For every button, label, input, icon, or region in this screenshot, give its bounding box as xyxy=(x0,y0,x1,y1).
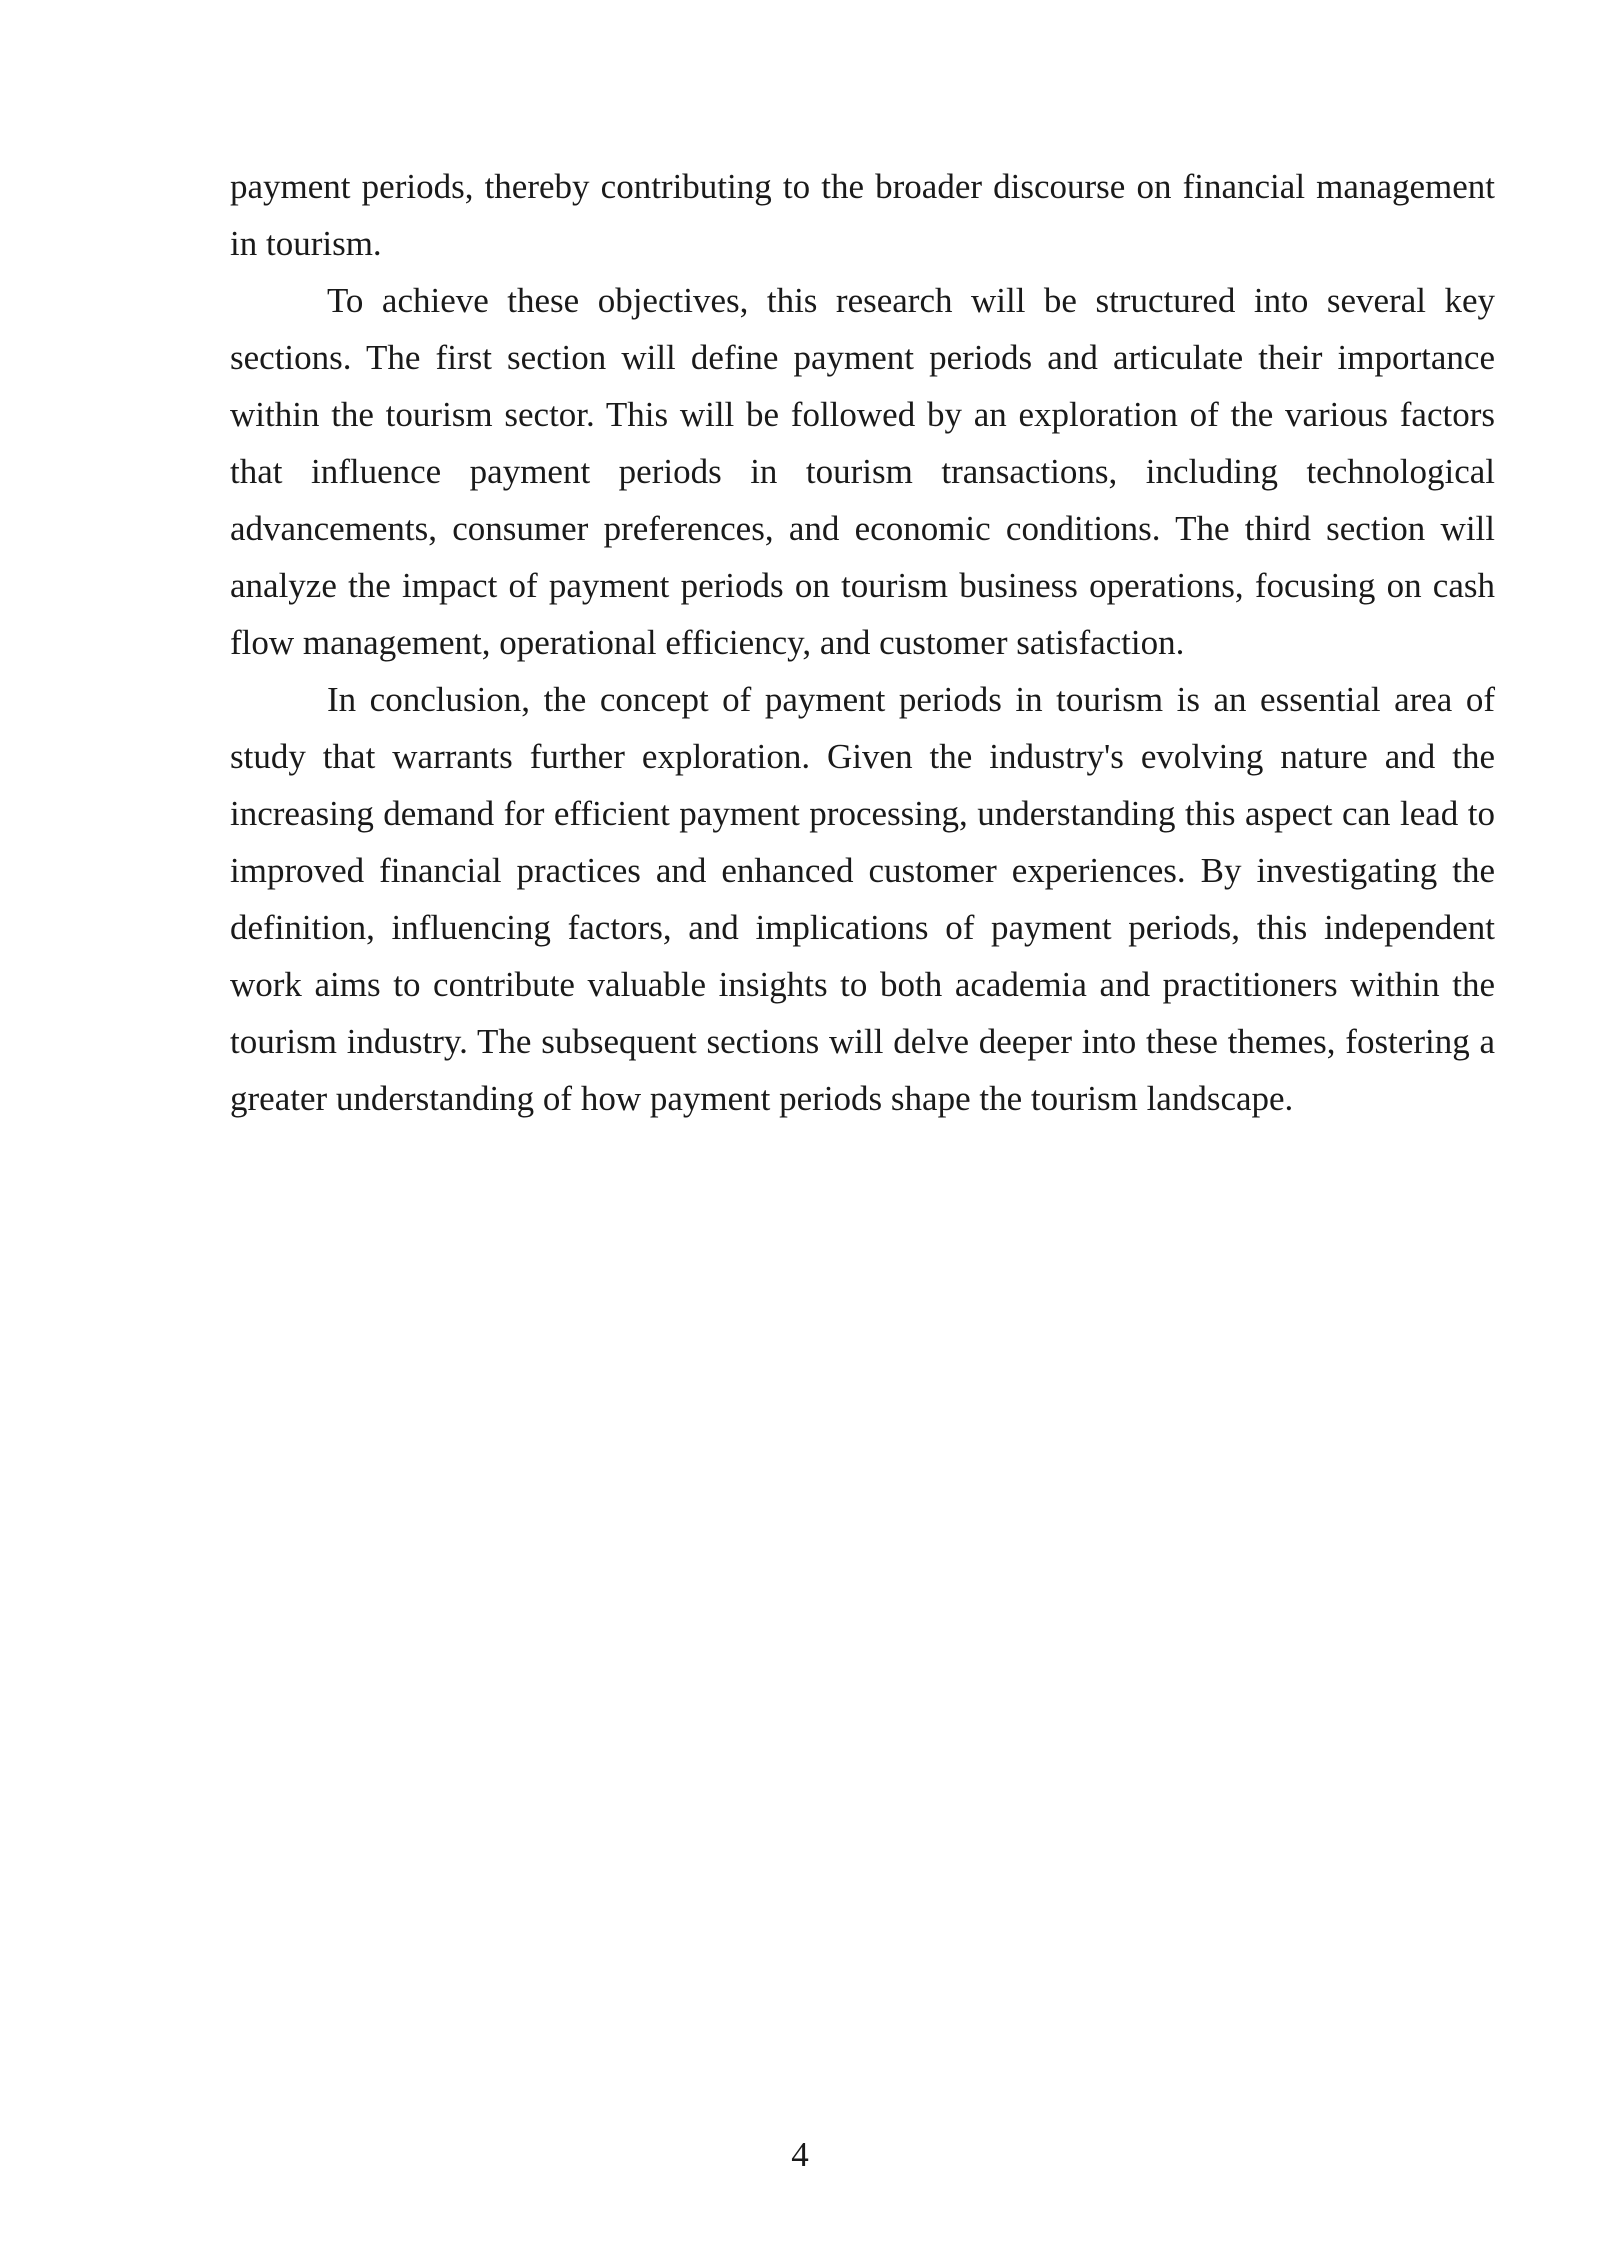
paragraph-structure: To achieve these objectives, this research will be structured into several key sections. The first section will define payment periods and articulate their importance within the tourism sector. This will be followed by an exploration of the various factors that influence payment periods in tourism transactions, including technological advancements, consumer preferences, and economic conditions. The third section will analyze the impact of payment periods on tourism business operations, focusing on cash flow management, operational efficiency, and customer satisfaction. xyxy=(230,281,1495,662)
paragraph-continuation: payment periods, thereby contributing to the broader discourse on financial management in tourism. xyxy=(230,167,1495,263)
page-number: 4 xyxy=(791,2135,809,2174)
body-text xyxy=(230,158,1495,1127)
paragraph-conclusion: In conclusion, the concept of payment periods in tourism is an essential area of study that warrants further exploration. Given the industry's evolving nature and the increasing demand for efficient payment processing, understanding this aspect can lead to improved financial practices and enhanced customer experiences. By investigating the definition, influencing factors, and implications of payment periods, this independent work aims to contribute valuable insights to both academia and practitioners within the tourism industry. The subsequent sections will delve deeper into these themes, fostering a greater understanding of how payment periods shape the tourism landscape. xyxy=(230,680,1495,1118)
